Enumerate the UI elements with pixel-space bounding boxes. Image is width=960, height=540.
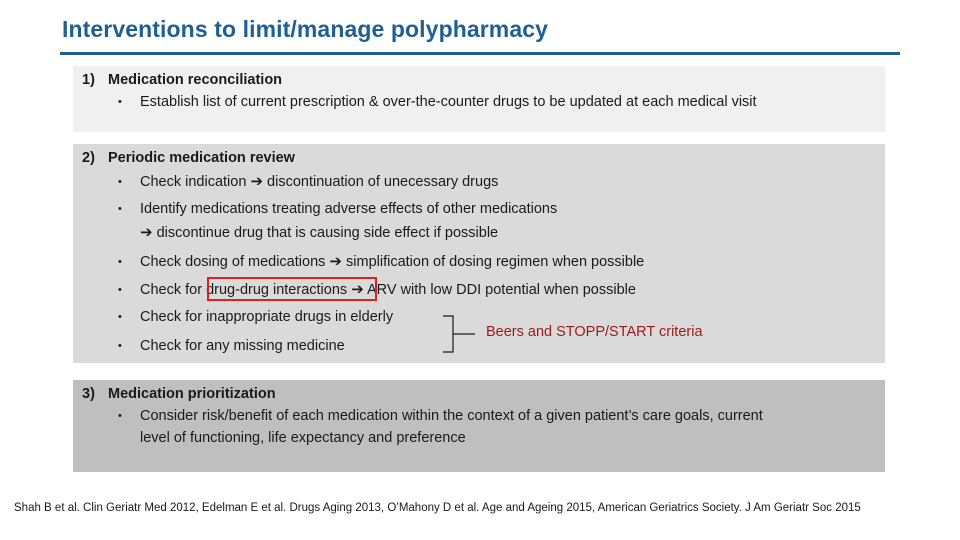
list-item — [118, 172, 498, 190]
bullet-icon: • — [118, 311, 122, 323]
bracket-icon — [441, 314, 477, 354]
bullet-icon: • — [118, 203, 122, 215]
section-heading — [82, 150, 295, 166]
list-item — [118, 338, 345, 354]
list-item-continuation — [140, 223, 498, 241]
section-title: Medication prioritization — [108, 386, 276, 402]
bullet-icon: • — [118, 340, 122, 352]
bullet-icon: • — [118, 176, 122, 188]
list-item — [118, 201, 557, 217]
section-heading — [82, 386, 276, 402]
list-item-text: Check dosing of medications — [140, 254, 326, 270]
bullet-icon: • — [118, 410, 122, 422]
section-number: 1) — [82, 72, 95, 88]
bullet-icon: • — [118, 284, 122, 296]
list-item-text: Check for — [140, 282, 207, 298]
list-item — [118, 408, 763, 424]
bullet-icon: • — [118, 96, 122, 108]
page-title: Interventions to limit/manage polypharmacy — [62, 16, 549, 42]
section-number: 3) — [82, 386, 95, 402]
list-item-result: discontinuation of unecessary drugs — [267, 174, 499, 190]
bullet-icon: • — [118, 256, 122, 268]
list-item-text: Check for any missing medicine — [140, 338, 345, 354]
list-item-text: Establish list of current prescription & over-the-counter drugs to be updated at each medical visit — [140, 94, 757, 110]
arrow-right-icon: ➔ — [329, 253, 342, 270]
list-item-result: simplification of dosing regimen when possible — [346, 254, 645, 270]
list-item-text: Check indication — [140, 174, 247, 190]
list-item — [118, 309, 393, 325]
highlighted-term: drug-drug interactions — [206, 282, 348, 298]
list-item — [118, 94, 757, 110]
list-item — [118, 252, 644, 270]
section-medication-reconciliation — [73, 66, 885, 132]
section-title: Periodic medication review — [108, 150, 295, 166]
list-item-continuation: level of functioning, life expectancy and preference — [140, 430, 466, 446]
section-medication-prioritization — [73, 380, 885, 472]
highlight-box — [207, 277, 377, 301]
section-periodic-medication-review — [73, 144, 885, 363]
arrow-right-icon: ➔ — [250, 173, 264, 190]
title-underline — [60, 52, 900, 55]
list-item-result: discontinue drug that is causing side effect if possible — [156, 225, 499, 241]
arrow-right-icon: ➔ — [351, 281, 364, 298]
list-item-text: Consider risk/benefit of each medication within the context of a given patient’s care goals, current — [140, 408, 763, 424]
list-item-result: ARV with low DDI potential when possible — [367, 282, 636, 298]
arrow-right-icon: ➔ — [140, 224, 153, 241]
section-heading — [82, 72, 282, 88]
list-item-text: Identify medications treating adverse effects of other medications — [140, 201, 558, 217]
citation: Shah B et al. Clin Geriatr Med 2012, Edelman E et al. Drugs Aging 2013, O’Mahony D et al. Age and Ageing 2015, American Geriatrics Society. J Am Geriatr Soc 2015 — [14, 502, 861, 514]
list-item-text: Check for inappropriate drugs in elderly — [140, 309, 394, 325]
section-title: Medication reconciliation — [108, 72, 283, 88]
criteria-note: Beers and STOPP/START criteria — [486, 324, 703, 340]
section-number: 2) — [82, 150, 95, 166]
